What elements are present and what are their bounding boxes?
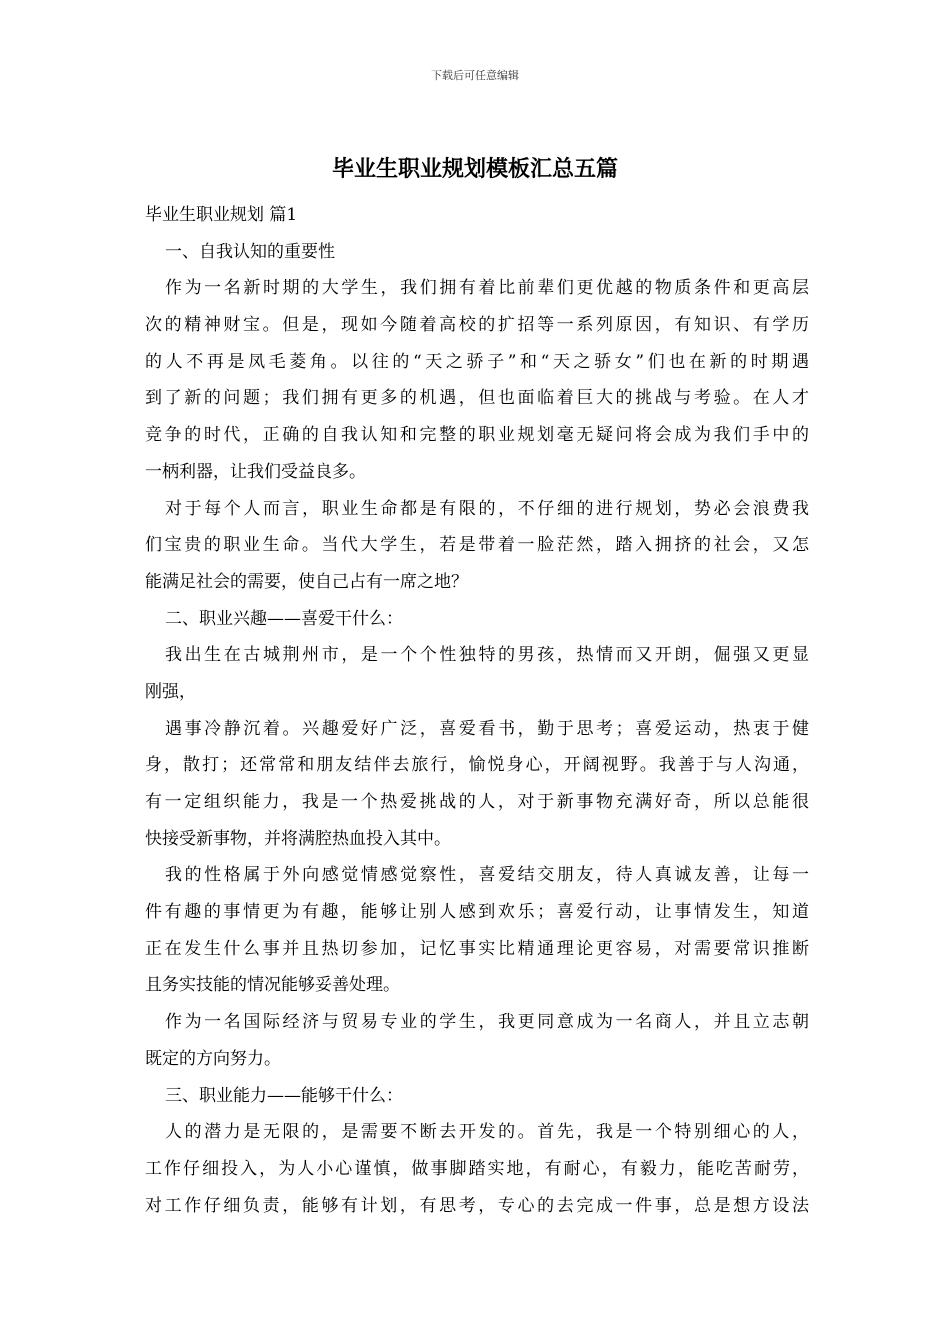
document-body — [145, 197, 809, 1224]
page-header-note: 下载后可任意编辑 — [431, 69, 519, 82]
document-title: 毕业生职业规划模板汇总五篇 — [331, 156, 618, 182]
text-line: 快接受新事物，并将满腔热血投入其中。 — [145, 828, 451, 849]
text-line: 工作仔细投入，为人小心谨慎，做事脚踏实地，有耐心，有毅力，能吃苦耐劳， — [145, 1158, 809, 1179]
text-line: 能满足社会的需要，使自己占有一席之地？ — [145, 571, 468, 592]
text-line: 三、职业能力——能够干什么： — [165, 1085, 403, 1106]
text-line: 对工作仔细负责，能够有计划，有思考，专心的去完成一件事，总是想方设法 — [145, 1195, 809, 1216]
text-line: 次的精神财宝。但是，现如今随着高校的扩招等一系列原因，有知识、有学历 — [145, 315, 809, 336]
text-line: 们宝贵的职业生命。当代大学生，若是带着一脸茫然，踏入拥挤的社会，又怎 — [145, 535, 809, 556]
text-line: 既定的方向努力。 — [145, 1048, 281, 1069]
text-line: 件有趣的事情更为有趣，能够让别人感到欢乐；喜爱行动，让事情发生，知道 — [145, 902, 809, 923]
text-line: 对于每个人而言，职业生命都是有限的，不仔细的进行规划，势必会浪费我 — [165, 498, 809, 519]
text-line: 正在发生什么事并且热切参加，记忆事实比精通理论更容易，对需要常识推断 — [145, 938, 809, 959]
text-line: 身，散打；还常常和朋友结伴去旅行，愉悦身心，开阔视野。我善于与人沟通， — [145, 755, 809, 776]
text-line: 遇事冷静沉着。兴趣爱好广泛，喜爱看书，勤于思考；喜爱运动，热衷于健 — [165, 718, 809, 739]
text-line: 到了新的问题；我们拥有更多的机遇，但也面临着巨大的挑战与考验。在人才 — [145, 388, 809, 409]
text-line: 毕业生职业规划 篇1 — [145, 205, 298, 225]
text-line: 一、自我认知的重要性 — [165, 241, 335, 262]
text-line: 作为一名新时期的大学生，我们拥有着比前辈们更优越的物质条件和更高层 — [165, 278, 809, 299]
text-line: 我出生在古城荆州市，是一个个性独特的男孩，热情而又开朗，倔强又更显 — [165, 645, 809, 666]
text-line: 刚强， — [145, 681, 196, 702]
text-line: 有一定组织能力，我是一个热爱挑战的人，对于新事物充满好奇，所以总能很 — [145, 792, 809, 812]
text-line: 我的性格属于外向感觉情感觉察性，喜爱结交朋友，待人真诚友善，让每一 — [165, 865, 809, 886]
text-line: 竞争的时代，正确的自我认知和完整的职业规划毫无疑问将会成为我们手中的 — [145, 425, 809, 446]
text-line: 作为一名国际经济与贸易专业的学生，我更同意成为一名商人，并且立志朝 — [165, 1012, 809, 1033]
text-line: 的人不再是凤毛菱角。以往的“天之骄子”和“天之骄女”们也在新的时期遇 — [145, 351, 809, 372]
text-line: 且务实技能的情况能够妥善处理。 — [145, 975, 400, 996]
text-line: 人的潜力是无限的，是需要不断去开发的。首先，我是一个特别细心的人， — [165, 1122, 809, 1143]
text-line: 一柄利器，让我们受益良多。 — [145, 461, 366, 482]
text-line: 二、职业兴趣——喜爱干什么： — [165, 608, 403, 629]
